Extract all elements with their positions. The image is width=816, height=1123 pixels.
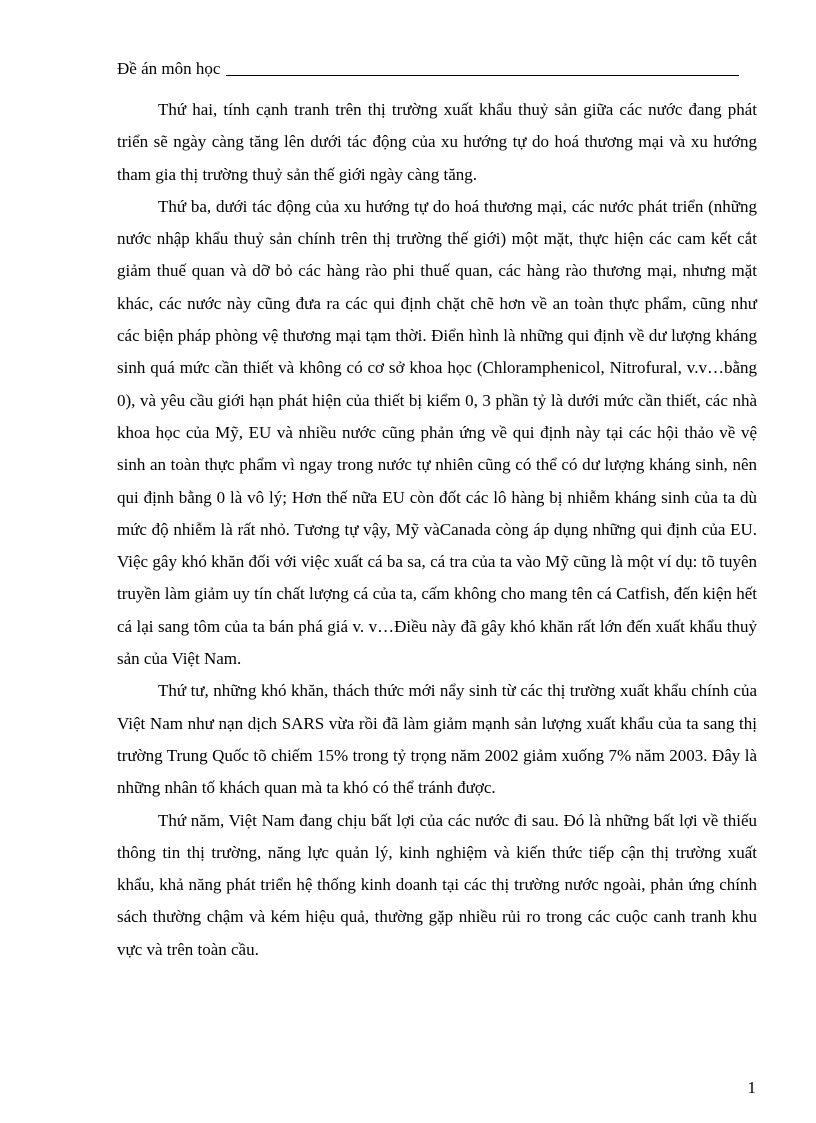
header-title: Đề án môn học — [117, 59, 221, 78]
page-number: 1 — [747, 1078, 756, 1097]
document-body — [117, 94, 757, 966]
paragraph: Thứ ba, dưới tác động của xu hướng tự do hoá thương mại, các nước phát triển (những nước nhập khẩu thuỷ sản chính trên thị trường thế giới) một mặt, thực hiện các cam kết cắt giảm thuế quan và dỡ bỏ các hàng rào phi thuế quan, các hàng rào thương mại, nhưng mặt khác, các nước này cũng đưa ra các qui định chặt chẽ hơn về an toàn thực phẩm, cũng như các biện pháp phòng vệ thương mại tạm thời. Điển hình là những qui định về dư lượng kháng sinh quá mức cần thiết và không có cơ sở khoa học (Chloramphenicol, Nitrofural, v.v…bằng 0), và yêu cầu giới hạn phát hiện của thiết bị kiểm 0, 3 phần tỷ là dưới mức cần thiết, các nhà khoa học của Mỹ, EU và nhiều nước cũng phản ứng về qui định này tại các hội thảo về vệ sinh an toàn thực phẩm vì ngay trong nước tự nhiên cũng có thể có dư lượng kháng sinh, nên qui định bằng 0 là vô lý; Hơn thế nữa EU còn đốt các lô hàng bị nhiễm kháng sinh của ta dù mức độ nhiễm là rất nhỏ. Tương tự vậy, Mỹ vàCanada còng áp dụng những qui định của EU. Việc gây khó khăn đối với việc xuất cá ba sa, cá tra của ta vào Mỹ cũng là một ví dụ: tõ tuyên truyền làm giảm uy tín chất lượng cá của ta, cấm không cho mang tên cá Catfish, đến kiện hết cá lại sang tôm của ta bán phá giá v. v…Điều này đã gây khó khăn rất lớn đến xuất khẩu thuỷ sản của Việt Nam. — [117, 196, 757, 669]
paragraph: Thứ hai, tính cạnh tranh trên thị trường xuất khẩu thuỷ sản giữa các nước đang phát triển sẽ ngày càng tăng lên dưới tác động của xu hướng tự do hoá thương mại và xu hướng tham gia thị trường thuỷ sản thế giới ngày càng tăng. — [117, 100, 757, 184]
page-header — [117, 58, 739, 80]
paragraph: Thứ tư, những khó khăn, thách thức mới nẩy sinh từ các thị trường xuất khẩu chính của Việt Nam như nạn dịch SARS vừa rồi đã làm giảm mạnh sản lượng xuất khẩu của ta sang thị trường Trung Quốc tõ chiếm 15% trong tỷ trọng năm 2002 giảm xuống 7% năm 2003. Đây là những nhân tố khách quan mà ta khó có thể tránh được. — [117, 681, 757, 798]
header-rule — [226, 75, 739, 76]
paragraph: Thứ năm, Việt Nam đang chịu bất lợi của các nước đi sau. Đó là những bất lợi về thiếu thông tin thị trường, năng lực quản lý, kinh nghiệm và kiến thức tiếp cận thị trường xuất khẩu, khả năng phát triển hệ thống kinh doanh tại các thị trường nước ngoài, phản ứng chính sách thường chậm và kém hiệu quả, thường gặp nhiều rủi ro trong các cuộc canh tranh khu vực và trên toàn cầu. — [117, 810, 757, 959]
